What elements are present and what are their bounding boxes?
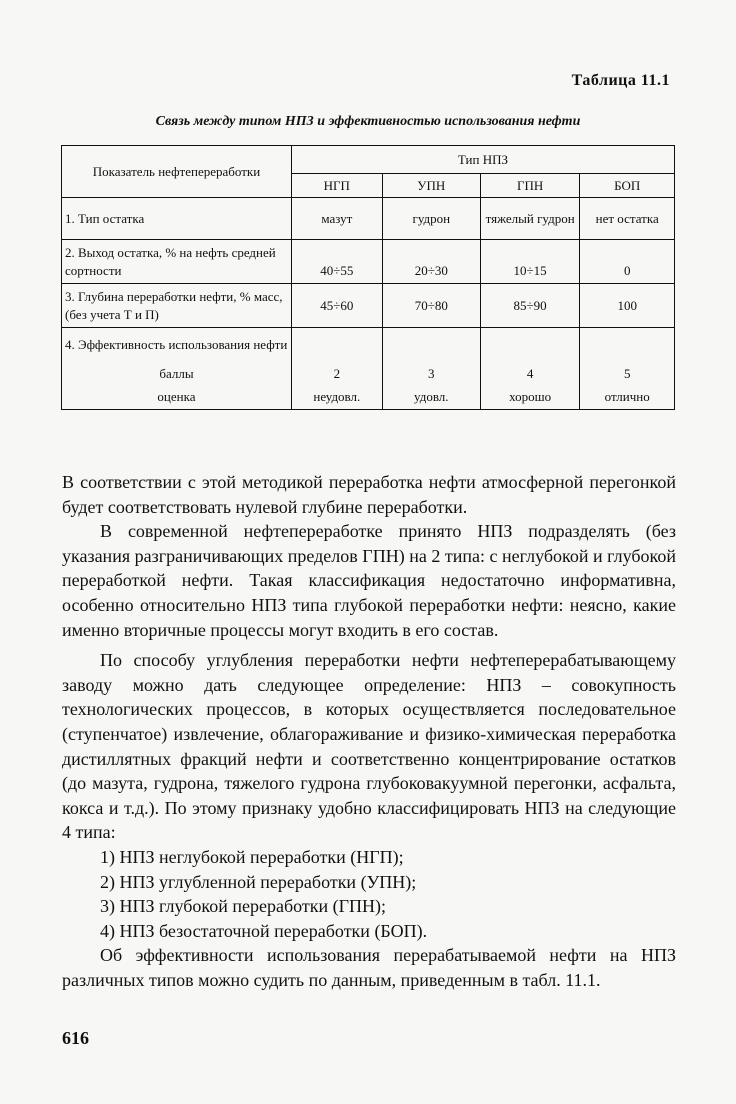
cell: мазут bbox=[291, 198, 382, 240]
list-item: 1) НПЗ неглубокой переработки (НГП); bbox=[100, 846, 404, 867]
table-row bbox=[62, 386, 675, 410]
npz-table bbox=[61, 145, 675, 410]
type-col-ngp: НГП bbox=[291, 174, 382, 198]
indicator-header: Показатель нефтепереработки bbox=[62, 146, 292, 198]
table-row bbox=[62, 328, 675, 362]
table-row bbox=[62, 198, 675, 240]
list-item: 4) НПЗ безостаточной переработки (БОП). bbox=[100, 920, 428, 941]
cell: 3 bbox=[382, 362, 480, 386]
type-col-gpn: ГПН bbox=[480, 174, 580, 198]
paragraph-2: В современной нефтепереработке принято НПЗ подразделять (без указания разграничивающих пределов ГПН) на 2 типа: с неглубокой и глубокой переработкой нефти. Такая классификация недостаточно информативна, особенно относительно НПЗ типа глубокой переработки нефти: неясно, какие именно вторичные процессы могут входить в его состав. bbox=[62, 521, 676, 640]
cell: неудовл. bbox=[291, 386, 382, 410]
cell: отлично bbox=[580, 386, 675, 410]
row-label: 4. Эффективность использования нефти bbox=[62, 328, 292, 362]
cell: тяжелый гудрон bbox=[480, 198, 580, 240]
type-header: Тип НПЗ bbox=[291, 146, 674, 174]
row-label: 2. Выход остатка, % на нефть средней сортности bbox=[62, 240, 292, 284]
cell: 20÷30 bbox=[382, 240, 480, 284]
cell: 0 bbox=[580, 240, 675, 284]
cell: 10÷15 bbox=[480, 240, 580, 284]
row-label: баллы bbox=[62, 362, 292, 386]
row-label: 3. Глубина переработки нефти, % масс, (без учета Т и П) bbox=[62, 284, 292, 328]
table-number: Таблица 11.1 bbox=[571, 72, 670, 89]
cell: 45÷60 bbox=[291, 284, 382, 328]
cell: гудрон bbox=[382, 198, 480, 240]
cell bbox=[480, 328, 580, 362]
cell: 40÷55 bbox=[291, 240, 382, 284]
cell: 4 bbox=[480, 362, 580, 386]
paragraph-final: Об эффективности использования перерабатываемой нефти на НПЗ различных типов можно судить по данным, приведенным в табл. 11.1. bbox=[62, 945, 676, 990]
body-text bbox=[62, 470, 676, 992]
table-row bbox=[62, 362, 675, 386]
row-label: 1. Тип остатка bbox=[62, 198, 292, 240]
paragraph-3: По способу углубления переработки нефти нефтеперерабатывающему заводу можно дать следующее определение: НПЗ – совокупность технологических процессов, в которых осуществляется последовательное (ступенчатое) извлечение, облагораживание и физико-химическая переработка дистиллятных фракций нефти и соответственно концентрирование остатков (до мазута, гудрона, тяжелого гудрона глубоковакуумной перегонки, асфальта, кокса и т.д.). По этому признаку удобно классифицировать НПЗ на следующие 4 типа: bbox=[62, 650, 676, 843]
page-number: 616 bbox=[62, 1028, 89, 1048]
type-col-upn: УПН bbox=[382, 174, 480, 198]
cell: 85÷90 bbox=[480, 284, 580, 328]
table-row bbox=[62, 240, 675, 284]
cell bbox=[382, 328, 480, 362]
cell: удовл. bbox=[382, 386, 480, 410]
list-item: 3) НПЗ глубокой переработки (ГПН); bbox=[100, 896, 387, 917]
paragraph-1: В соответствии с этой методикой переработка нефти атмосферной перегонкой будет соответствовать нулевой глубине переработки. bbox=[62, 472, 676, 517]
cell: 100 bbox=[580, 284, 675, 328]
cell bbox=[580, 328, 675, 362]
cell bbox=[291, 328, 382, 362]
cell: 2 bbox=[291, 362, 382, 386]
type-col-bop: БОП bbox=[580, 174, 675, 198]
list-item: 2) НПЗ углубленной переработки (УПН); bbox=[100, 871, 417, 892]
table-caption: Связь между типом НПЗ и эффективностью использования нефти bbox=[155, 114, 581, 129]
cell: хорошо bbox=[480, 386, 580, 410]
table-row bbox=[62, 284, 675, 328]
row-label: оценка bbox=[62, 386, 292, 410]
cell: нет остатка bbox=[580, 198, 675, 240]
cell: 70÷80 bbox=[382, 284, 480, 328]
cell: 5 bbox=[580, 362, 675, 386]
